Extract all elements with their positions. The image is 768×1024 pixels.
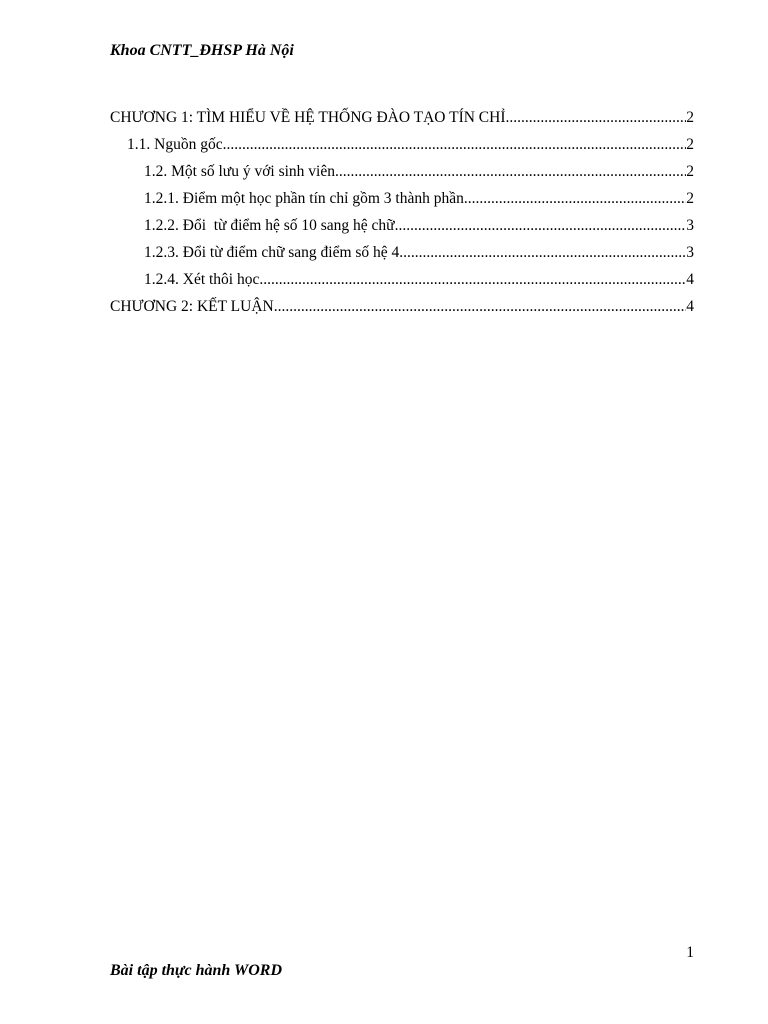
toc-entry-page: 2 — [686, 163, 694, 180]
toc-entry[interactable] — [110, 131, 694, 158]
toc-entry-page: 4 — [686, 298, 694, 315]
toc-entry[interactable] — [110, 293, 694, 320]
toc-entry-page: 3 — [686, 217, 694, 234]
toc-entry[interactable] — [110, 185, 694, 212]
toc-entry[interactable] — [110, 266, 694, 293]
toc-entry[interactable] — [110, 239, 694, 266]
toc-dot-leader — [259, 266, 686, 293]
toc-entry-title: 1.2.4. Xét thôi học — [144, 271, 260, 288]
toc-entry-page: 4 — [686, 271, 694, 288]
toc-dot-leader — [506, 104, 687, 131]
toc-entry-page: 2 — [686, 109, 694, 126]
toc-entry[interactable] — [110, 104, 694, 131]
toc-entry[interactable] — [110, 212, 694, 239]
toc-entry[interactable] — [110, 158, 694, 185]
page-footer: Bài tập thực hành WORD — [110, 962, 283, 979]
toc-dot-leader — [464, 185, 686, 212]
toc-entry-title: CHƯƠNG 1: TÌM HIỂU VỀ HỆ THỐNG ĐÀO TẠO TÍN CHỈ — [110, 109, 506, 126]
page-header: Khoa CNTT_ĐHSP Hà Nội — [110, 42, 294, 59]
toc-entry-title: 1.2.3. Đổi từ điểm chữ sang điểm số hệ 4 — [144, 244, 400, 261]
toc-entry-title: 1.2. Một số lưu ý với sinh viên — [144, 163, 335, 180]
toc-entry-title: CHƯƠNG 2: KẾT LUẬN — [110, 298, 274, 315]
table-of-contents — [110, 104, 694, 320]
toc-dot-leader — [274, 293, 687, 320]
page-number: 1 — [686, 944, 694, 961]
toc-entry-page: 2 — [686, 190, 694, 207]
toc-entry-page: 3 — [686, 244, 694, 261]
toc-dot-leader — [395, 212, 687, 239]
toc-dot-leader — [399, 239, 686, 266]
toc-dot-leader — [223, 131, 687, 158]
toc-dot-leader — [335, 158, 686, 185]
toc-entry-page: 2 — [686, 136, 694, 153]
toc-entry-title: 1.2.2. Đổi từ điểm hệ số 10 sang hệ chữ — [144, 217, 395, 234]
toc-entry-title: 1.2.1. Điểm một học phần tín chỉ gồm 3 thành phần — [144, 190, 464, 207]
toc-entry-title: 1.1. Nguồn gốc — [127, 136, 223, 153]
